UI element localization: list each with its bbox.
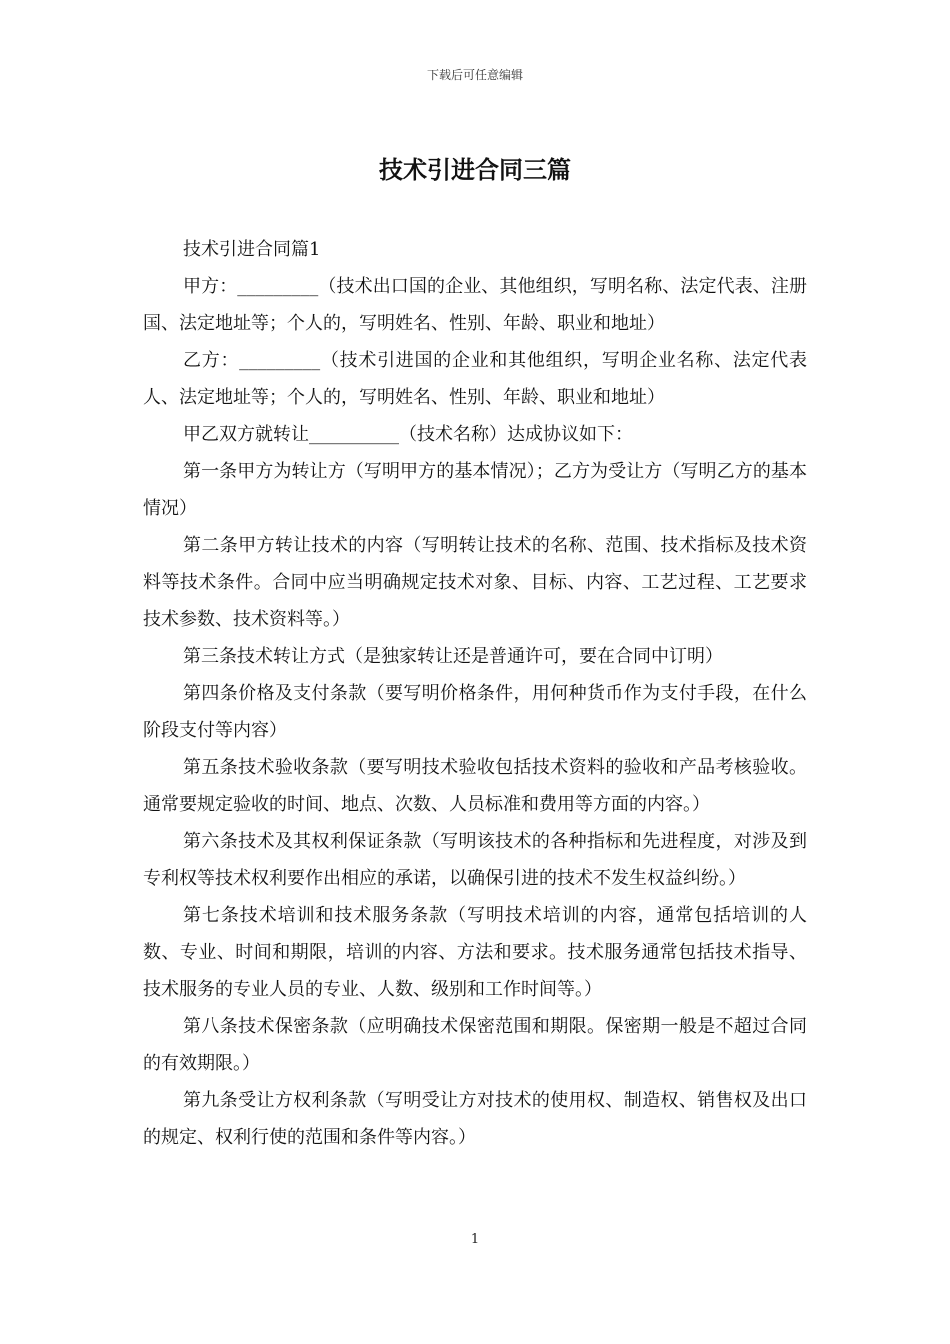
party-a-paragraph: 甲方：_________（技术出口国的企业、其他组织，写明名称、法定代表、注册国、法定地址等；个人的，写明姓名、性别、年龄、职业和地址） (143, 276, 807, 334)
party-b-paragraph: 乙方：_________（技术引进国的企业和其他组织，写明企业名称、法定代表人、法定地址等；个人的，写明姓名、性别、年龄、职业和地址） (143, 350, 807, 408)
article-4-paragraph: 第四条价格及支付条款（要写明价格条件，用何种货币作为支付手段，在什么阶段支付等内容） (143, 683, 807, 741)
agreement-intro-paragraph: 甲乙双方就转让__________（技术名称）达成协议如下： (183, 424, 633, 445)
article-9-paragraph: 第九条受让方权利条款（写明受让方对技术的使用权、制造权、销售权及出口的规定、权利行使的范围和条件等内容。） (143, 1090, 807, 1148)
document-body (143, 231, 807, 1156)
document-title: 技术引进合同三篇 (379, 155, 571, 184)
article-7-paragraph: 第七条技术培训和技术服务条款（写明技术培训的内容，通常包括培训的人数、专业、时间和期限，培训的内容、方法和要求。技术服务通常包括技术指导、技术服务的专业人员的专业、人数、级别和工作时间等。） (143, 905, 807, 1000)
article-8-paragraph: 第八条技术保密条款（应明确技术保密范围和期限。保密期一般是不超过合同的有效期限。） (143, 1016, 807, 1074)
article-5-paragraph: 第五条技术验收条款（要写明技术验收包括技术资料的验收和产品考核验收。通常要规定验收的时间、地点、次数、人员标准和费用等方面的内容。） (143, 757, 807, 815)
article-1-paragraph: 第一条甲方为转让方（写明甲方的基本情况）；乙方为受让方（写明乙方的基本情况） (143, 461, 807, 519)
article-3-paragraph: 第三条技术转让方式（是独家转让还是普通许可，要在合同中订明） (183, 646, 723, 667)
article-6-paragraph: 第六条技术及其权利保证条款（写明该技术的各种指标和先进程度，对涉及到专利权等技术权利要作出相应的承诺，以确保引进的技术不发生权益纠纷。） (143, 831, 807, 889)
section-heading: 技术引进合同篇1 (183, 239, 321, 260)
page-header-note: 下载后可任意编辑 (426, 68, 523, 82)
page-number: 1 (470, 1232, 480, 1247)
article-2-paragraph: 第二条甲方转让技术的内容（写明转让技术的名称、范围、技术指标及技术资料等技术条件。合同中应当明确规定技术对象、目标、内容、工艺过程、工艺要求技术参数、技术资料等。） (143, 535, 807, 630)
